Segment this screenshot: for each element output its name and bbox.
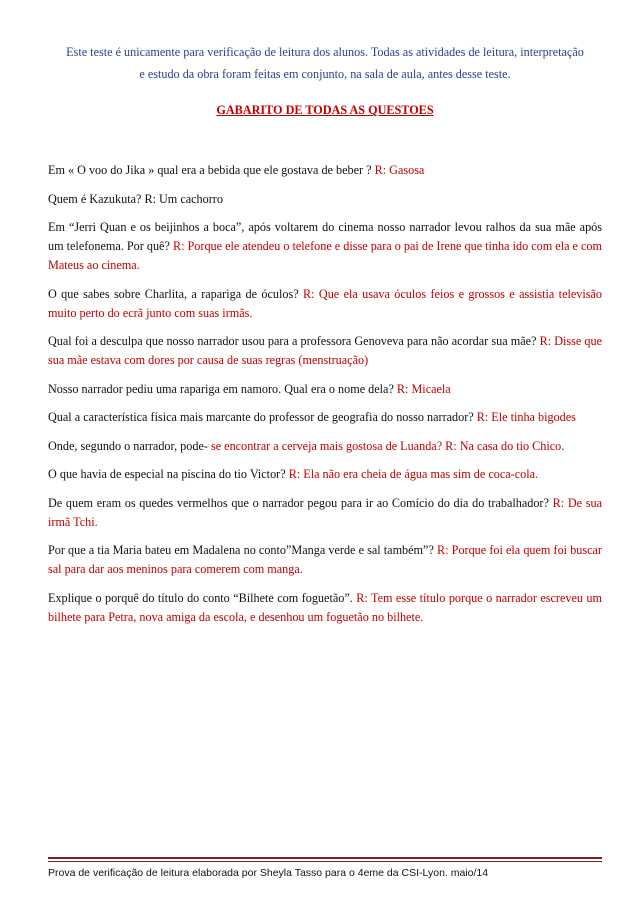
question-item [48,408,602,427]
question-item [48,380,602,399]
question-text: Em “Jerri Quan e os beijinhos a boca”, após voltarem do cinema nosso narrador levou ralhos da sua mãe após um telefonema. Por quê? [48,220,602,253]
question-item [48,494,602,532]
question-item [48,589,602,627]
document-page [48,0,602,903]
footer-rule-thin [48,861,602,862]
question-text: O que sabes sobre Charlita, a rapariga de óculos? [48,286,299,301]
answer-text: R: Ela não era cheia de água mas sim de coca-cola. [288,467,539,481]
intro-text [48,41,602,85]
answer-text: R: Micaela [396,381,451,396]
question-text: Por que a tia Maria bateu em Madalena no conto”Manga verde e sal também”? [48,543,434,557]
answer-text: se encontrar a cerveja mais gostosa de Luanda? R: Na casa do tio Chico. [210,438,565,453]
intro-line-1: Este teste é unicamente para verificação de leitura dos alunos. Todas as atividades de leitura, interpretação [66,45,584,59]
footer-rule [48,857,602,859]
answer-text: R: Porque foi ela quem foi buscar sal para dar aos meninos para comerem com manga. [48,543,603,576]
answer-text: R: Gasosa [374,163,425,177]
question-item [48,285,602,323]
question-item [48,190,602,209]
question-text: De quem eram os quedes vermelhos que o narrador pegou para ir ao Comício do dia do trabalhador? [48,495,549,510]
question-text: Qual a característica física mais marcante do professor de geografia do nosso narrador? [48,410,474,424]
question-item [48,465,602,484]
question-text: Onde, segundo o narrador, pode- [48,438,208,453]
question-text: Quem é Kazukuta? R: Um cachorro [48,191,223,206]
question-item [48,437,602,456]
answer-text: R: Tem esse título porque o narrador escreveu um bilhete para Petra, nova amiga da escola, e desenhou um foguetão no bilhete. [48,590,603,624]
answer-text: R: Ele tinha bigodes [476,410,576,424]
question-item [48,541,602,579]
footer-text: Prova de verificação de leitura elaborada por Sheyla Tasso para o 4eme da CSI-Lyon. maio/14 [48,867,489,879]
question-text: Nosso narrador pediu uma rapariga em namoro. Qual era o nome dela? [48,381,394,396]
question-text: Explique o porquê do título do conto “Bilhete com foguetão”. [48,590,353,605]
question-text: O que havia de especial na piscina do tio Victor? [48,467,286,481]
answer-text: R: Porque ele atendeu o telefone e disse para o pai de Irene que tinha ido com ela e com Mateus ao cinema. [48,239,603,272]
answer-text: R: Que ela usava óculos feios e grossos e assistia televisão muito perto do ecrã junto com suas irmãs. [48,286,603,320]
question-item [48,332,602,370]
question-item [48,218,602,275]
question-item [48,161,602,180]
page-title: GABARITO DE TODAS AS QUESTOES [216,103,434,117]
intro-line-2: e estudo da obra foram feitas em conjunto, na sala de aula, antes desse teste. [139,67,511,81]
question-list [48,161,602,636]
question-text: Em « O voo do Jika » qual era a bebida que ele gostava de beber ? [48,163,372,177]
answer-text: R: De sua irmã Tchi. [48,495,603,529]
question-text: Qual foi a desculpa que nosso narrador usou para a professora Genoveva para não acordar sua mãe? [48,334,537,348]
answer-text: R: Disse que sua mãe estava com dores por causa de suas regras (menstruação) [48,334,602,367]
